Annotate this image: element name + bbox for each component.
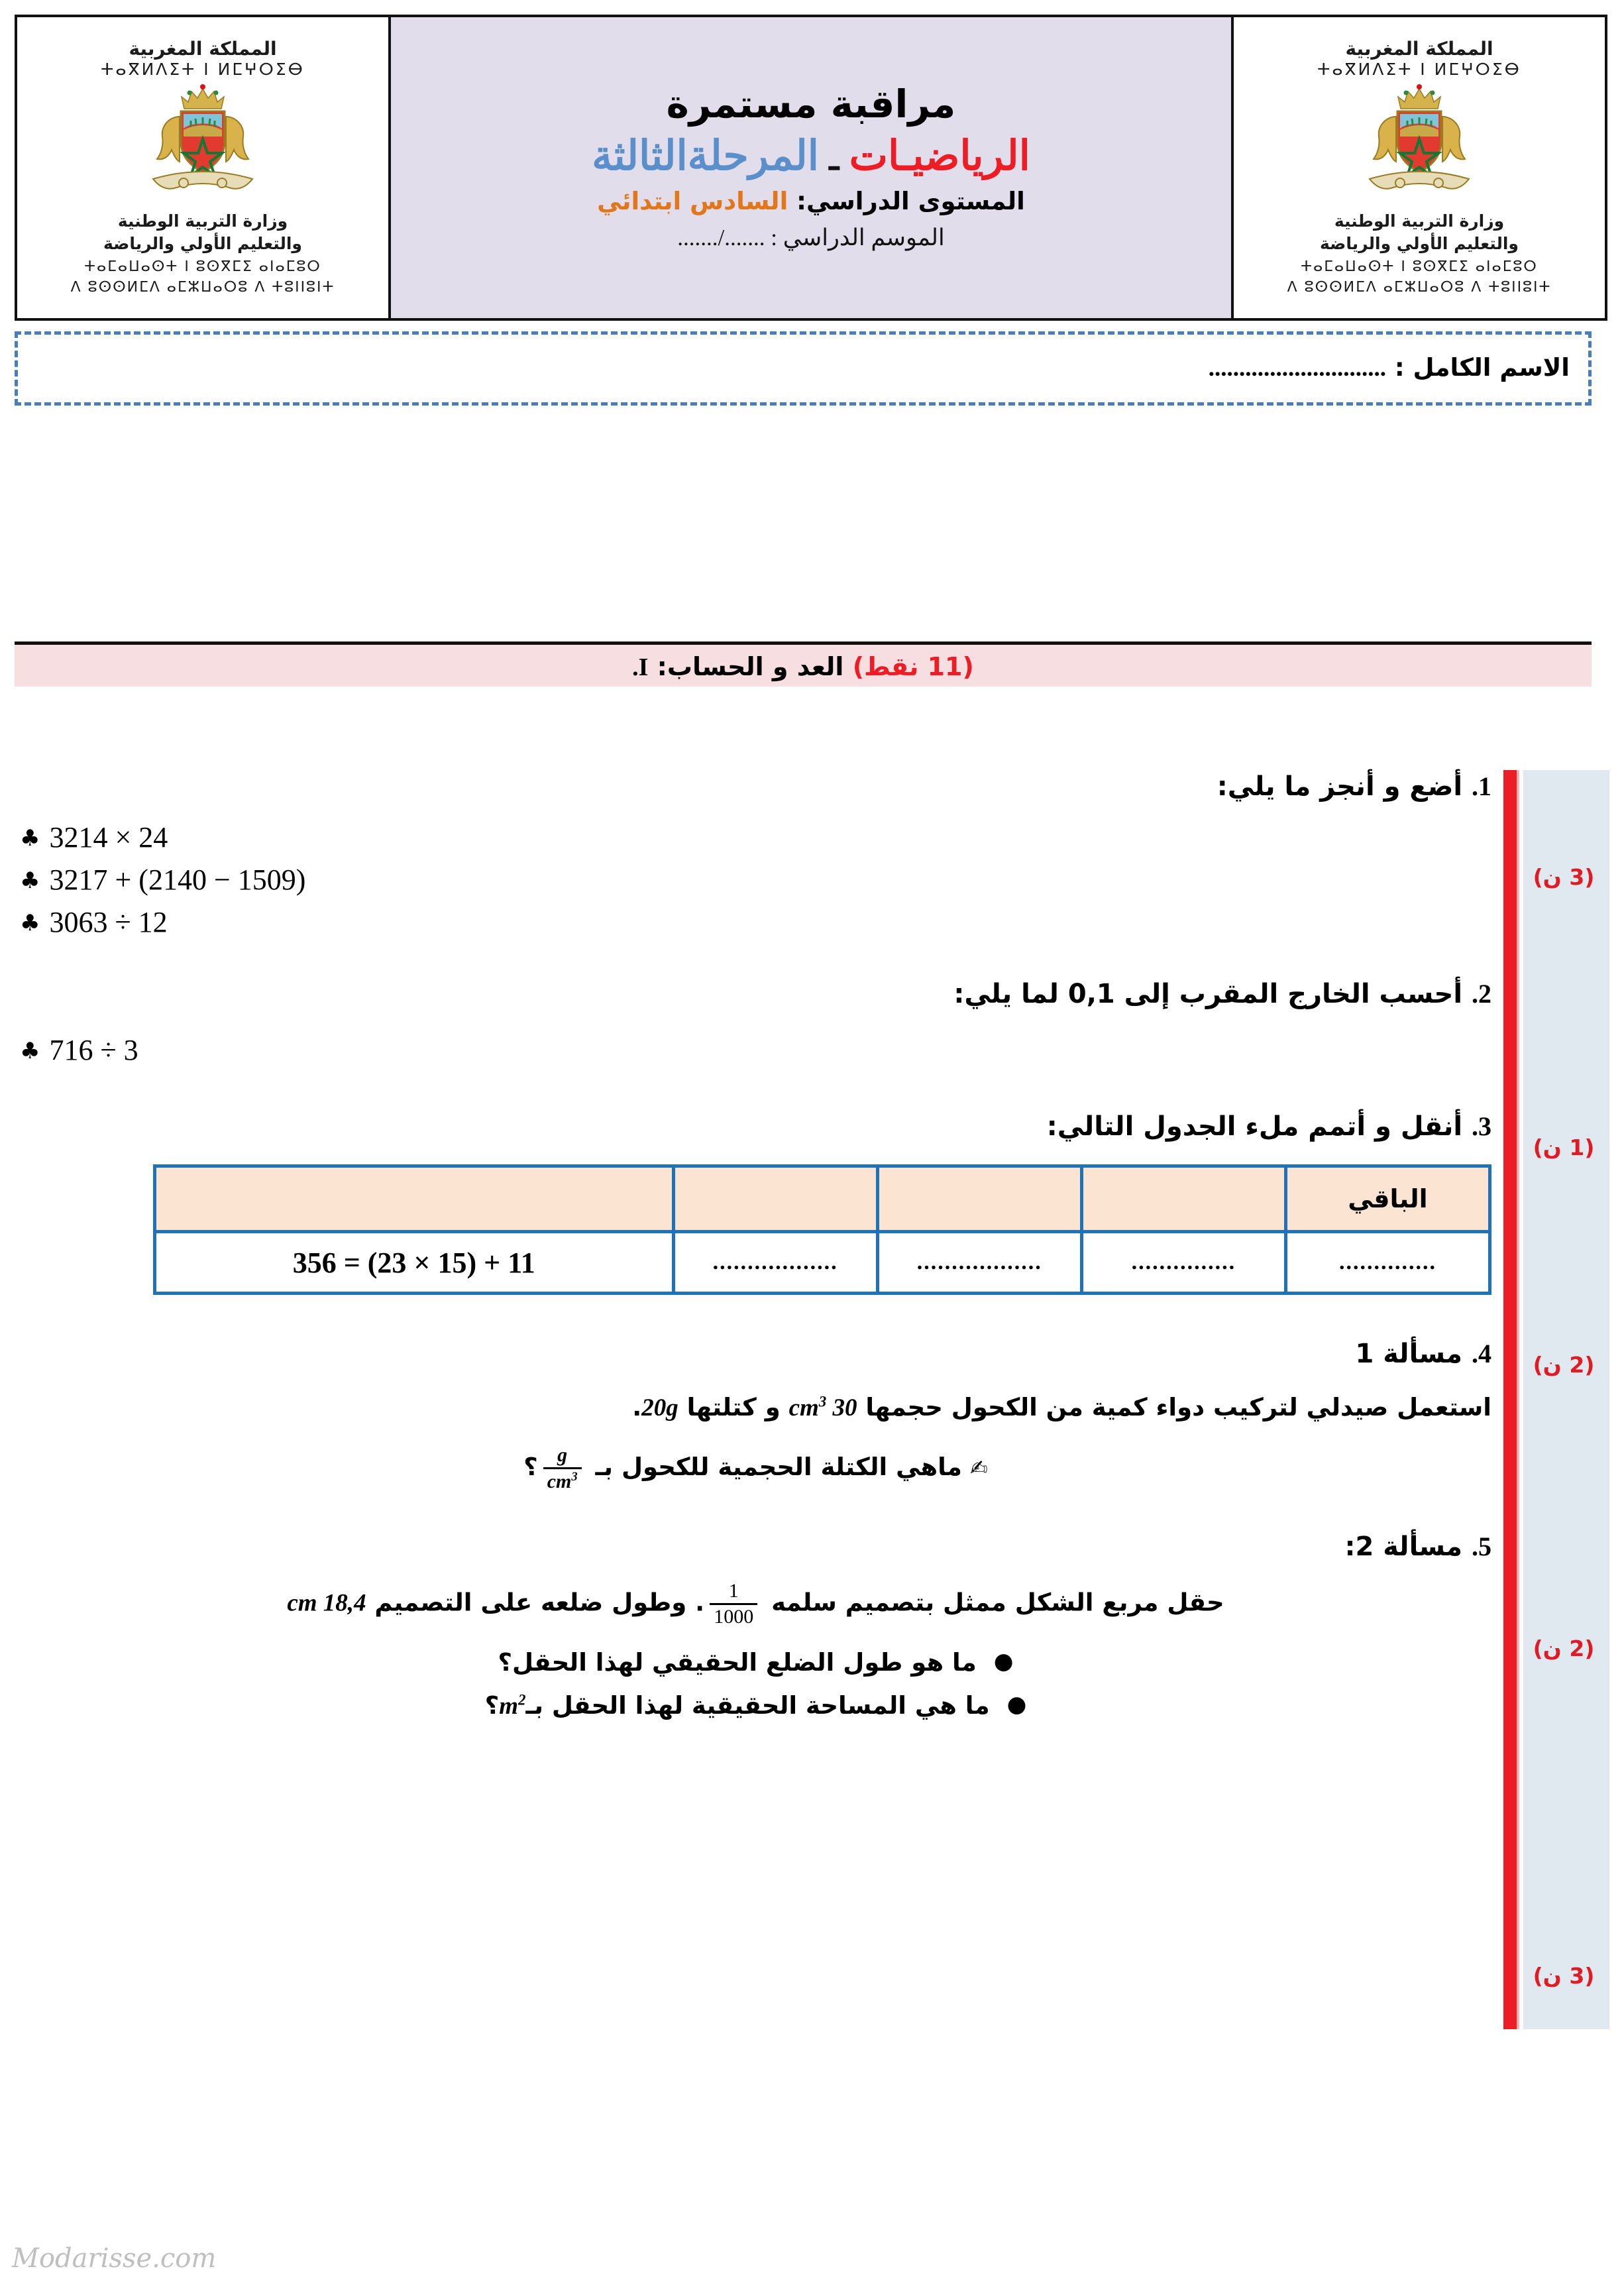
- problem-4-text-mid: و كتلتها: [686, 1393, 781, 1422]
- ministry-label-ar-left: وزارة التربية الوطنية والتعليم الأولي والرياضة: [1320, 211, 1519, 254]
- question-5-statement: [20, 1581, 1491, 1627]
- student-name-blank[interactable]: .............................: [1208, 355, 1386, 382]
- question-3-text: أنقل و أتمم ملء الجدول التالي:: [1046, 1111, 1463, 1142]
- question-4-number: 4.: [1472, 1339, 1491, 1369]
- kingdom-label-ar-left: المملكة المغربية: [1345, 37, 1493, 60]
- problem-5-text-b: . وطول ضلعه على التصميم: [374, 1588, 705, 1617]
- points-value-q4: (2 ن): [1533, 1636, 1595, 1661]
- table-row: [155, 1232, 1490, 1294]
- operation-text: 3217 + (2140 − 1509): [49, 863, 306, 896]
- table-cell-3-blank[interactable]: ..................: [877, 1232, 1081, 1294]
- section-title-text: العد و الحساب:: [657, 652, 844, 681]
- exam-body: [20, 769, 1491, 1728]
- operation-text: 716 ÷ 3: [49, 1034, 138, 1067]
- question-2-operations: [20, 1029, 1253, 1072]
- question-1-prompt: [20, 769, 1491, 805]
- kingdom-label-tifinagh-right: ⵜⴰⴳⵍⴷⵉⵜ ⵏ ⵍⵎⵖⵔⵉⴱ: [101, 60, 305, 80]
- kingdom-label-tifinagh-left: ⵜⴰⴳⵍⴷⵉⵜ ⵏ ⵍⵎⵖⵔⵉⴱ: [1317, 60, 1521, 80]
- ministry-label-tifinagh-left: ⵜⴰⵎⴰⵡⴰⵙⵜ ⵏ ⵓⵙⴳⵎⵉ ⴰⵏⴰⵎⵓⵔ ⴷ ⵓⵙⵙⵍⵎⴷ ⴰⵎⵣⵡⴰⵔⵓ ⴷ ⵜⵓⵏⵏⵓⵏⵜ: [1287, 258, 1552, 296]
- question-2-text: أحسب الخارج المقرب إلى 0,1 لما يلي:: [953, 979, 1463, 1010]
- table-header-cell-remainder: الباقي: [1285, 1166, 1489, 1232]
- question-4-statement: [20, 1388, 1491, 1427]
- document-header: [15, 15, 1607, 321]
- points-value-q3: (2 ن): [1533, 1352, 1595, 1378]
- sub-question-text: ما هي المساحة الحقيقية لهذا الحقل بـ: [525, 1691, 990, 1720]
- list-item: [20, 1685, 1491, 1728]
- dot-bullet-icon: ●: [993, 1648, 1014, 1675]
- problem-4-text-end: .: [632, 1393, 642, 1422]
- question-5-number: 5.: [1472, 1531, 1491, 1562]
- question-4-ask-mark: ؟: [523, 1453, 538, 1482]
- table-header-cell-equation: [155, 1166, 674, 1232]
- club-bullet-icon: ♣: [20, 825, 40, 852]
- ministry-logo-right: [16, 16, 390, 319]
- area-question-mark: ؟: [484, 1691, 500, 1720]
- subject-and-stage-line: [408, 133, 1214, 180]
- ministry-logo-left: [1232, 16, 1606, 319]
- section-title: [632, 652, 974, 681]
- table-cell-2-blank[interactable]: ..................: [673, 1232, 877, 1294]
- title-separator-dash: ـ: [829, 139, 839, 177]
- morocco-coat-of-arms-icon-left: [1343, 82, 1495, 205]
- subject-label: الرياضيـات: [849, 133, 1030, 179]
- table-cell-4-blank[interactable]: ...............: [1081, 1232, 1285, 1294]
- question-1-text: أضع و أنجز ما يلي:: [1217, 771, 1463, 802]
- pen-bullet-icon: ✍: [969, 1455, 988, 1481]
- question-2-number: 2.: [1472, 979, 1491, 1009]
- section-roman-numeral: I.: [632, 653, 649, 681]
- question-3-number: 3.: [1472, 1111, 1491, 1142]
- sub-question-text: ما هو طول الضلع الحقيقي لهذا الحقل؟: [498, 1648, 977, 1677]
- season-value: ......./.......: [677, 225, 765, 251]
- exam-info-block: [390, 16, 1232, 319]
- list-item: [20, 1642, 1491, 1685]
- kingdom-label-ar-right: المملكة المغربية: [129, 37, 277, 60]
- table-header-cell-3: [877, 1166, 1081, 1232]
- season-label: الموسم الدراسي :: [771, 225, 945, 251]
- table-cell-remainder-blank[interactable]: ..............: [1285, 1232, 1489, 1294]
- club-bullet-icon: ♣: [20, 909, 40, 936]
- question-5-sub-questions: [20, 1642, 1491, 1728]
- dot-bullet-icon: ●: [1006, 1691, 1027, 1718]
- points-margin-red-rule: [1503, 770, 1519, 2029]
- table-cell-equation: 356 = (23 × 15) + 11: [155, 1232, 674, 1294]
- question-5-text: مسألة 2:: [1344, 1531, 1463, 1563]
- scale-fraction: $\frac{1}{1000}$: [710, 1581, 757, 1627]
- exam-type-title: مراقبة مستمرة: [666, 81, 956, 127]
- section-header-bar: [15, 641, 1592, 687]
- school-level-line: [408, 187, 1214, 215]
- problem-5-text-a: حقل مربع الشكل ممثل بتصميم سلمه: [771, 1588, 1224, 1617]
- question-1-operations: [20, 816, 1253, 943]
- ministry-label-ar-right: وزارة التربية الوطنية والتعليم الأولي والرياضة: [103, 211, 302, 254]
- problem-4-text-start: استعمل صيدلي لتركيب دواء كمية من الكحول حجمها: [865, 1393, 1491, 1422]
- list-item: [20, 1029, 1253, 1072]
- table-header-row: [155, 1166, 1490, 1232]
- list-item: [20, 859, 1253, 901]
- student-name-field[interactable]: [15, 331, 1592, 406]
- list-item: [20, 816, 1253, 859]
- problem-5-side-length: 18,4 cm: [287, 1589, 366, 1617]
- area-unit: $m^2$: [499, 1691, 526, 1720]
- points-value-q2: (1 ن): [1533, 1135, 1595, 1160]
- club-bullet-icon: ♣: [20, 867, 40, 894]
- problem-4-mass: 20g: [641, 1394, 678, 1422]
- level-label: المستوى الدراسي:: [796, 187, 1025, 216]
- points-value-q5: (3 ن): [1533, 1963, 1595, 1989]
- question-4-ask-text: ماهي الكتلة الحجمية للكحول بـ: [595, 1453, 962, 1482]
- club-bullet-icon: ♣: [20, 1038, 40, 1065]
- operation-text: 3063 ÷ 12: [49, 905, 168, 938]
- question-4-text: مسألة 1: [1355, 1339, 1463, 1370]
- points-margin-strip: [1523, 770, 1609, 2029]
- ministry-label-tifinagh-right: ⵜⴰⵎⴰⵡⴰⵙⵜ ⵏ ⵓⵙⴳⵎⵉ ⴰⵏⴰⵎⵓⵔ ⴷ ⵓⵙⵙⵍⵎⴷ ⴰⵎⵣⵡⴰⵔⵓ ⴷ ⵜⵓⵏⵏⵓⵏⵜ: [70, 258, 335, 296]
- level-value: السادس ابتدائي: [597, 187, 788, 216]
- stage-label: المرحلةالثالثة: [592, 133, 819, 179]
- question-2-prompt: [20, 976, 1491, 1012]
- student-name-label: الاسم الكامل : .............................: [1208, 353, 1570, 382]
- site-watermark: Modarisse.com: [12, 2243, 217, 2274]
- question-4-prompt: [20, 1336, 1491, 1372]
- question-5-prompt: [20, 1529, 1491, 1565]
- points-value-q1: (3 ن): [1533, 864, 1595, 890]
- table-header-cell-4: [1081, 1166, 1285, 1232]
- problem-4-volume: 30 $cm^3$: [788, 1393, 857, 1422]
- operation-text: 3214 × 24: [49, 821, 168, 854]
- question-3-prompt: [20, 1109, 1491, 1144]
- question-1-number: 1.: [1472, 771, 1491, 801]
- density-unit-fraction: $\frac{g}{cm^3}$: [543, 1445, 582, 1492]
- table-header-cell-2: [673, 1166, 877, 1232]
- question-4-sub-question: [20, 1445, 1491, 1492]
- school-year-line: [408, 225, 1214, 251]
- euclidean-division-table: [153, 1164, 1491, 1295]
- morocco-coat-of-arms-icon-right: [127, 82, 279, 205]
- section-points-badge: (11 نقط): [852, 652, 974, 681]
- list-item: [20, 901, 1253, 944]
